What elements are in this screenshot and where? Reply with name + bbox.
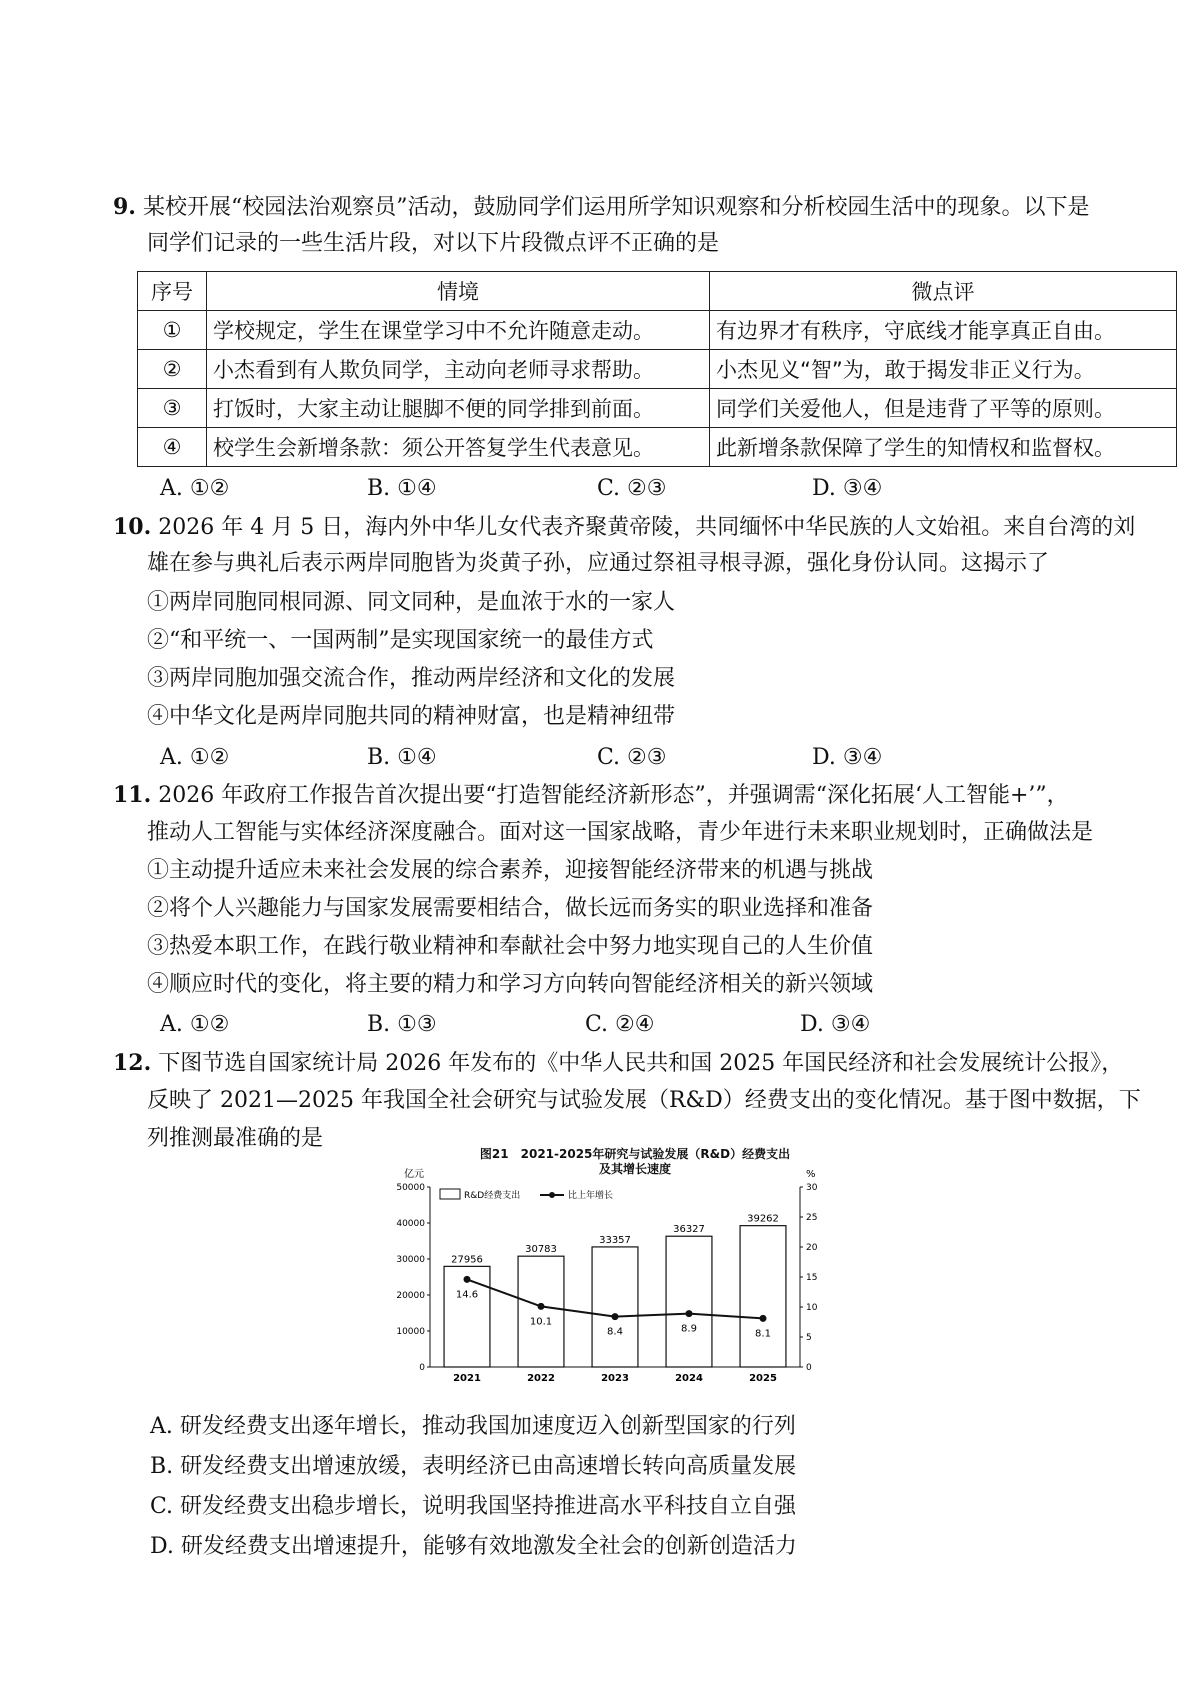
q10-stem-line-1 <box>113 512 1135 543</box>
y-tick-label-right: 5 <box>806 1333 812 1343</box>
growth-point-2024 <box>686 1310 693 1317</box>
y-axis-right-unit: % <box>806 1169 816 1180</box>
legend-bar-swatch <box>440 1189 460 1199</box>
q12-text-1: 下图节选自国家统计局 2026 年发布的《中华人民共和国 2025 年国民经济和社会发展统计公报》， <box>158 1051 1124 1076</box>
q11-item: ④顺应时代的变化，将主要的精力和学习方向转向智能经济相关的新兴领域 <box>147 972 874 997</box>
growth-value-label: 8.4 <box>607 1326 623 1338</box>
table-cell-index: ③ <box>138 389 207 428</box>
table-row <box>138 389 1177 428</box>
table-cell-scene: 小杰看到有人欺负同学，主动向老师寻求帮助。 <box>207 350 710 389</box>
y-axis-left-unit: 亿元 <box>404 1169 424 1180</box>
legend-bar-label: R&D经费支出 <box>464 1191 521 1201</box>
q12-stem-line-3: 列推测最准确的是 <box>147 1126 324 1151</box>
q9-option-d[interactable]: D. ③④ <box>812 476 883 501</box>
bar-value-label: 39262 <box>747 1213 779 1225</box>
table-header-comment: 微点评 <box>710 272 1177 311</box>
y-tick-label-left: 10000 <box>396 1327 425 1337</box>
table-cell-comment: 同学们关爱他人，但是违背了平等的原则。 <box>710 389 1177 428</box>
table-cell-scene: 打饭时，大家主动让腿脚不便的同学排到前面。 <box>207 389 710 428</box>
rd-expenditure-chart <box>385 1145 885 1395</box>
growth-value-label: 10.1 <box>529 1316 553 1328</box>
q12-number: 12. <box>113 1050 152 1076</box>
q10-option-b[interactable]: B. ①④ <box>367 745 437 770</box>
x-tick-label: 2023 <box>601 1373 629 1384</box>
q9-stem-line-2: 同学们记录的一些生活片段，对以下片段微点评不正确的是 <box>147 231 720 256</box>
q10-option-a[interactable]: A. ①② <box>160 745 230 770</box>
q10-option-c[interactable]: C. ②③ <box>597 745 667 770</box>
q10-text-1: 2026 年 4 月 5 日，海内外中华儿女代表齐聚黄帝陵，共同缅怀中华民族的人文始祖。来自台湾的刘 <box>158 515 1136 540</box>
q11-number: 11. <box>113 782 152 808</box>
q11-option-c[interactable]: C. ②④ <box>585 1012 655 1037</box>
q9-stem-line-1 <box>113 192 1089 223</box>
q11-item: ②将个人兴趣能力与国家发展需要相结合，做长远而务实的职业选择和准备 <box>147 896 874 921</box>
y-tick-label-right: 20 <box>806 1243 818 1253</box>
y-tick-label-left: 50000 <box>396 1183 425 1193</box>
bar-2024 <box>666 1236 712 1367</box>
chart-svg <box>385 1145 885 1395</box>
bar-value-label: 27956 <box>451 1254 483 1266</box>
q11-text-1: 2026 年政府工作报告首次提出要“打造智能经济新形态”，并强调需“深化拓展‘人工智能+’”， <box>158 783 1069 808</box>
q11-stem-line-2: 推动人工智能与实体经济深度融合。面对这一国家战略，青少年进行未来职业规划时，正确做法是 <box>147 820 1094 845</box>
q12-stem-line-2: 反映了 2021—2025 年我国全社会研究与试验发展（R&D）经费支出的变化情况。基于图中数据，下 <box>147 1088 1141 1113</box>
q10-item: ④中华文化是两岸同胞共同的精神财富，也是精神纽带 <box>147 704 676 729</box>
growth-value-label: 14.6 <box>455 1289 479 1301</box>
table-header-row <box>138 272 1177 311</box>
chart-subtitle: 及其增长速度 <box>598 1162 671 1176</box>
bar-2023 <box>592 1247 638 1367</box>
table-cell-comment: 小杰见义“智”为，敢于揭发非正义行为。 <box>710 350 1177 389</box>
q10-item: ①两岸同胞同根同源、同文同种，是血浓于水的一家人 <box>147 590 676 615</box>
q11-stem-line-1 <box>113 780 1069 811</box>
table-header-scene: 情境 <box>207 272 710 311</box>
observation-table <box>137 271 1177 467</box>
x-tick-label: 2024 <box>675 1373 703 1384</box>
table-row <box>138 428 1177 467</box>
q12-option-d[interactable]: D. 研发经费支出增速提升，能够有效地激发全社会的创新创造活力 <box>150 1534 797 1559</box>
y-tick-label-right: 30 <box>806 1183 818 1193</box>
x-tick-label: 2021 <box>453 1373 481 1384</box>
bar-2025 <box>740 1226 786 1367</box>
table-cell-index: ④ <box>138 428 207 467</box>
q12-option-c[interactable]: C. 研发经费支出稳步增长，说明我国坚持推进高水平科技自立自强 <box>150 1494 797 1519</box>
y-tick-label-left: 40000 <box>396 1219 425 1229</box>
table-cell-scene: 校学生会新增条款：须公开答复学生代表意见。 <box>207 428 710 467</box>
q11-item: ③热爱本职工作，在践行敬业精神和奉献社会中努力地实现自己的人生价值 <box>147 934 874 959</box>
q12-option-b[interactable]: B. 研发经费支出增速放缓，表明经济已由高速增长转向高质量发展 <box>150 1454 797 1479</box>
x-tick-label: 2025 <box>749 1373 777 1384</box>
bar-value-label: 33357 <box>599 1234 631 1246</box>
y-tick-label-right: 25 <box>806 1213 818 1223</box>
chart-title: 图21 2021-2025年研究与试验发展（R&D）经费支出 <box>479 1147 791 1161</box>
legend-line-marker <box>549 1192 555 1198</box>
table-cell-scene: 学校规定，学生在课堂学习中不允许随意走动。 <box>207 311 710 350</box>
table-row <box>138 350 1177 389</box>
y-tick-label-right: 15 <box>806 1273 818 1283</box>
q9-option-c[interactable]: C. ②③ <box>597 476 667 501</box>
table-cell-index: ① <box>138 311 207 350</box>
q10-item: ②“和平统一、一国两制”是实现国家统一的最佳方式 <box>147 628 654 653</box>
bar-value-label: 36327 <box>673 1224 705 1236</box>
growth-point-2023 <box>612 1313 619 1320</box>
y-tick-label-left: 0 <box>419 1363 425 1373</box>
q10-number: 10. <box>113 514 152 540</box>
y-tick-label-left: 20000 <box>396 1291 425 1301</box>
growth-value-label: 8.9 <box>681 1323 697 1335</box>
q9-number: 9. <box>113 194 136 220</box>
table-cell-index: ② <box>138 350 207 389</box>
bar-value-label: 30783 <box>525 1244 557 1256</box>
q9-option-b[interactable]: B. ①④ <box>367 476 437 501</box>
q9-text-1: 某校开展“校园法治观察员”活动，鼓励同学们运用所学知识观察和分析校园生活中的现象。以下是 <box>142 195 1090 220</box>
growth-point-2025 <box>760 1315 767 1322</box>
growth-point-2021 <box>464 1276 471 1283</box>
y-tick-label-right: 0 <box>806 1363 812 1373</box>
q11-option-a[interactable]: A. ①② <box>160 1012 230 1037</box>
growth-point-2022 <box>538 1303 545 1310</box>
q12-option-a[interactable]: A. 研发经费支出逐年增长，推动我国加速度迈入创新型国家的行列 <box>150 1414 796 1439</box>
table-header-index: 序号 <box>138 272 207 311</box>
x-tick-label: 2022 <box>527 1373 555 1384</box>
q10-stem-line-2: 雄在参与典礼后表示两岸同胞皆为炎黄子孙，应通过祭祖寻根寻源，强化身份认同。这揭示了 <box>147 551 1050 576</box>
bar-2022 <box>518 1256 564 1367</box>
q10-option-d[interactable]: D. ③④ <box>812 745 883 770</box>
y-tick-label-left: 30000 <box>396 1255 425 1265</box>
table-cell-comment: 有边界才有秩序，守底线才能享真正自由。 <box>710 311 1177 350</box>
q11-option-d[interactable]: D. ③④ <box>800 1012 871 1037</box>
q9-option-a[interactable]: A. ①② <box>160 476 230 501</box>
growth-value-label: 8.1 <box>755 1328 771 1340</box>
q11-option-b[interactable]: B. ①③ <box>367 1012 437 1037</box>
legend-line-label: 比上年增长 <box>568 1191 614 1201</box>
q11-item: ①主动提升适应未来社会发展的综合素养，迎接智能经济带来的机遇与挑战 <box>147 858 874 883</box>
table-row <box>138 311 1177 350</box>
q10-item: ③两岸同胞加强交流合作，推动两岸经济和文化的发展 <box>147 666 676 691</box>
y-tick-label-right: 10 <box>806 1303 818 1313</box>
q12-stem-line-1 <box>113 1048 1123 1079</box>
table-cell-comment: 此新增条款保障了学生的知情权和监督权。 <box>710 428 1177 467</box>
